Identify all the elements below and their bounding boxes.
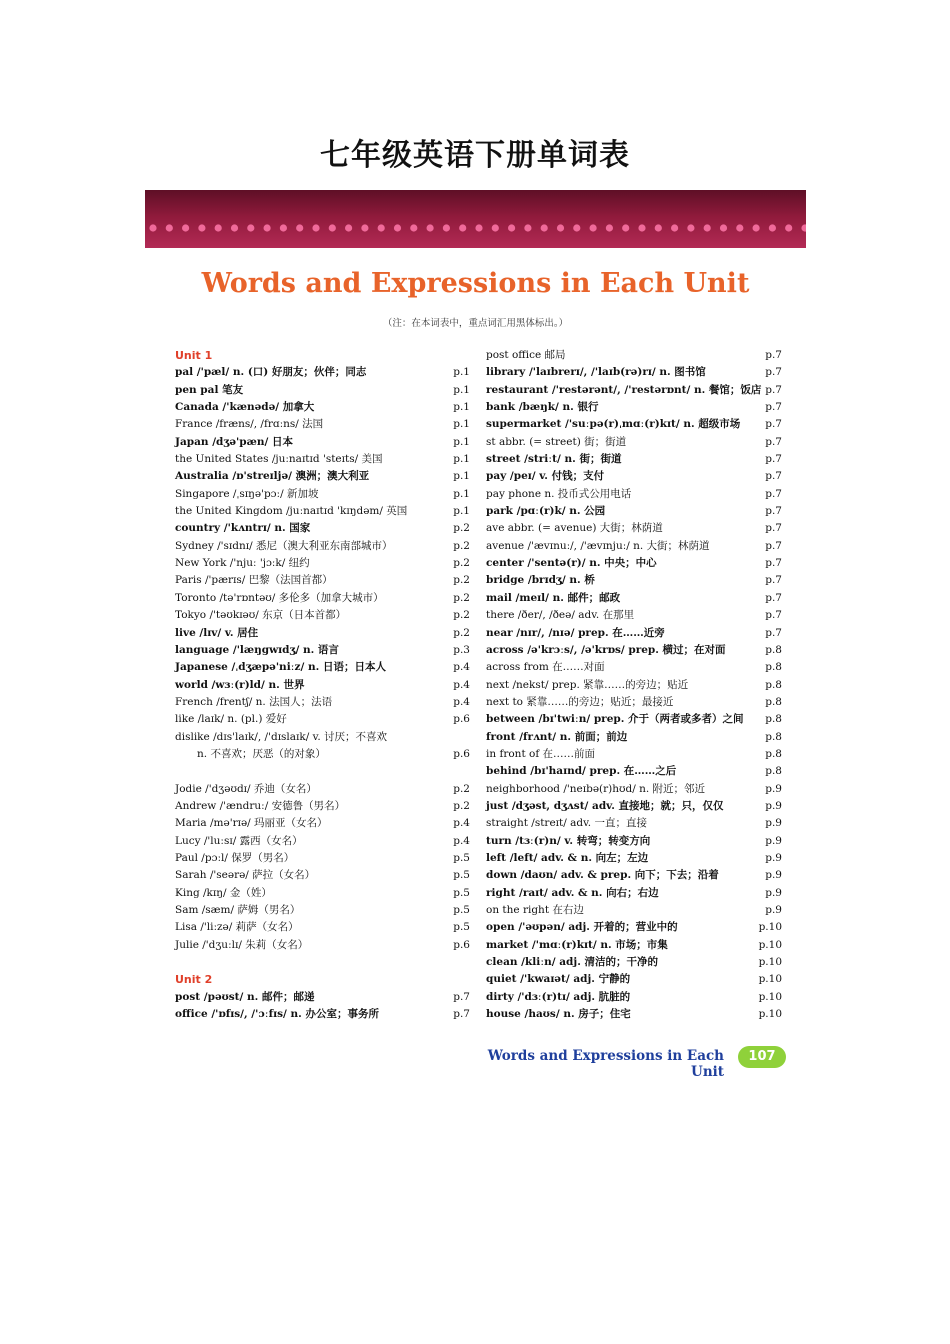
page-reference: p.7 xyxy=(765,539,782,552)
word-text: office /'ɒfɪs/, /'ɔːfɪs/ n. 办公室；事务所 xyxy=(175,1008,379,1021)
banner-dot xyxy=(247,224,254,231)
banner-dot xyxy=(508,224,515,231)
word-entry xyxy=(486,659,782,676)
banner-dot xyxy=(312,224,319,231)
word-text: clean /kliːn/ adj. 清洁的；干净的 xyxy=(486,956,658,969)
word-entry xyxy=(175,815,470,832)
word-text: Andrew /'ændruː/ 安德鲁（男名） xyxy=(175,799,346,812)
unit-label: Unit 1 xyxy=(175,349,213,362)
word-entry xyxy=(486,503,782,520)
word-text: Lucy /'luːsɪ/ 露西（女名） xyxy=(175,834,303,847)
page-reference: p.4 xyxy=(453,834,470,847)
word-text: Singapore /ˌsɪŋə'pɔː/ 新加坡 xyxy=(175,487,319,500)
word-entry xyxy=(175,590,470,607)
word-entry xyxy=(175,1006,470,1023)
page-reference: p.8 xyxy=(765,678,782,691)
banner-dot xyxy=(329,224,336,231)
word-text: Sarah /'seərə/ 萨拉（女名） xyxy=(175,869,316,882)
word-entry xyxy=(175,451,470,468)
page-reference: p.7 xyxy=(765,626,782,639)
word-text: street /striːt/ n. 街；街道 xyxy=(486,453,622,466)
page-reference: p.5 xyxy=(453,904,470,916)
page-reference: p.1 xyxy=(453,418,470,431)
page-reference: p.2 xyxy=(453,539,470,552)
word-entry xyxy=(175,607,470,624)
page-reference: p.10 xyxy=(758,938,782,951)
page-reference: p.10 xyxy=(758,956,782,969)
word-text: st abbr. (= street) 街；街道 xyxy=(486,435,627,448)
word-entry xyxy=(486,416,782,433)
page-reference: p.7 xyxy=(765,401,782,414)
word-entry xyxy=(486,555,782,572)
word-entry xyxy=(175,625,470,642)
footer-title: Words and Expressions in Each Unit xyxy=(487,1048,724,1080)
page-reference: p.7 xyxy=(765,505,782,518)
word-text: across /ə'krɔːs/, /ə'krɒs/ prep. 横过；在对面 xyxy=(486,643,726,656)
page-reference: p.7 xyxy=(765,435,782,448)
page-reference: p.6 xyxy=(453,713,470,726)
word-entry xyxy=(175,885,470,902)
word-text: mail /meɪl/ n. 邮件；邮政 xyxy=(486,591,621,604)
word-text: pal /'pæl/ n. (口) 好朋友；伙伴；同志 xyxy=(175,366,367,379)
page-reference: p.5 xyxy=(453,886,470,899)
word-text: France /fræns/, /frɑːns/ 法国 xyxy=(175,418,324,431)
page-reference: p.7 xyxy=(765,383,782,396)
word-entry xyxy=(486,1006,782,1023)
page-reference: p.1 xyxy=(453,383,470,396)
word-text: Maria /mə'rɪə/ 玛丽亚（女名） xyxy=(175,817,328,830)
word-entry xyxy=(175,919,470,936)
word-text: left /left/ adv. & n. 向左；左边 xyxy=(486,851,649,864)
page-reference: p.8 xyxy=(765,730,782,743)
word-entry xyxy=(175,468,470,485)
word-entry xyxy=(175,937,470,954)
word-entry xyxy=(175,486,470,503)
section-title: Words and Expressions in Each Unit xyxy=(201,268,750,299)
word-text: world /wɜː(r)ld/ n. 世界 xyxy=(175,678,305,691)
word-text: country /'kʌntrɪ/ n. 国家 xyxy=(175,522,311,535)
word-entry xyxy=(175,867,470,884)
page-reference: p.9 xyxy=(765,817,782,830)
page-reference: p.9 xyxy=(765,799,782,812)
word-entry xyxy=(175,746,470,763)
word-text: supermarket /'suːpə(r)ˌmɑː(r)kɪt/ n. 超级市场 xyxy=(486,418,741,431)
banner-dot xyxy=(606,224,613,231)
word-text: between /bɪ'twiːn/ prep. 介于（两者或多者）之间 xyxy=(486,713,744,726)
word-text: like /laɪk/ n. (pl.) 爱好 xyxy=(175,713,287,726)
page-reference: p.9 xyxy=(765,834,782,847)
page-reference: p.7 xyxy=(765,609,782,622)
word-entry xyxy=(486,781,782,798)
word-entry xyxy=(486,538,782,555)
word-text: on the right 在右边 xyxy=(486,904,584,916)
banner-dot xyxy=(345,224,352,231)
page-reference: p.9 xyxy=(765,904,782,916)
banner-dot xyxy=(264,224,271,231)
word-entry xyxy=(486,798,782,815)
banner-dot xyxy=(622,224,629,231)
word-entry xyxy=(175,503,470,520)
word-text: Paul /pɔːl/ 保罗（男名） xyxy=(175,851,295,864)
word-text: pay phone n. 投币式公用电话 xyxy=(486,487,632,500)
word-text: next /nekst/ prep. 紧靠……的旁边；贴近 xyxy=(486,678,689,691)
page-reference: p.7 xyxy=(765,557,782,570)
word-entry xyxy=(486,520,782,537)
word-text: house /haʊs/ n. 房子；住宅 xyxy=(486,1008,631,1021)
word-entry xyxy=(175,781,470,798)
page-reference: p.2 xyxy=(453,591,470,604)
word-entry xyxy=(175,833,470,850)
word-text: post office 邮局 xyxy=(486,349,566,361)
word-text: live /lɪv/ v. 居住 xyxy=(175,626,259,639)
page-reference: p.2 xyxy=(453,782,470,795)
banner-dot xyxy=(687,224,694,231)
left-word-column xyxy=(175,347,470,1023)
word-entry xyxy=(486,815,782,832)
word-text: Canada /'kænədə/ 加拿大 xyxy=(175,401,315,414)
page-reference: p.6 xyxy=(453,938,470,951)
banner-dot xyxy=(198,224,205,231)
word-entry xyxy=(486,885,782,902)
page-reference: p.1 xyxy=(453,453,470,466)
word-entry xyxy=(175,902,470,919)
word-entry xyxy=(486,572,782,589)
unit-heading xyxy=(175,971,470,988)
banner-dot xyxy=(524,224,531,231)
word-text: French /frentʃ/ n. 法国人；法语 xyxy=(175,695,333,708)
word-entry xyxy=(486,347,782,364)
page-reference: p.4 xyxy=(453,817,470,830)
banner-dot xyxy=(296,224,303,231)
word-entry xyxy=(486,625,782,642)
spacer xyxy=(175,954,470,971)
word-entry xyxy=(486,364,782,381)
banner-dot xyxy=(443,224,450,231)
banner-dot xyxy=(410,224,417,231)
banner-dot xyxy=(801,224,806,231)
word-entry xyxy=(486,590,782,607)
word-text: Australia /ɒ'streɪljə/ 澳洲；澳大利亚 xyxy=(175,470,370,483)
page-reference: p.8 xyxy=(765,643,782,656)
word-text: the United Kingdom /juːnaɪtɪd 'kɪŋdəm/ 英国 xyxy=(175,505,408,518)
word-entry xyxy=(486,607,782,624)
word-text: pen pal 笔友 xyxy=(175,383,244,396)
word-entry xyxy=(175,364,470,381)
banner-dot xyxy=(166,224,173,231)
word-text: there /ðer/, /ðeə/ adv. 在那里 xyxy=(486,609,635,622)
banner-dots xyxy=(145,190,806,248)
word-text: front /frʌnt/ n. 前面；前边 xyxy=(486,730,628,743)
banner-dot xyxy=(149,224,156,231)
word-text: down /daʊn/ adv. & prep. 向下；下去；沿着 xyxy=(486,869,719,882)
word-text: dirty /'dɜː(r)tɪ/ adj. 肮脏的 xyxy=(486,990,631,1003)
word-entry xyxy=(486,451,782,468)
word-text: park /pɑː(r)k/ n. 公园 xyxy=(486,505,606,518)
page-reference: p.10 xyxy=(758,973,782,986)
word-entry xyxy=(175,399,470,416)
word-text: Jodie /'dʒəʊdɪ/ 乔迪（女名） xyxy=(175,782,317,795)
word-text: Japan /dʒə'pæn/ 日本 xyxy=(175,435,293,448)
page-reference: p.7 xyxy=(765,591,782,604)
page-reference: p.10 xyxy=(758,921,782,934)
word-entry xyxy=(486,486,782,503)
word-text: Paris /'pærɪs/ 巴黎（法国首都） xyxy=(175,574,333,587)
page-reference: p.7 xyxy=(765,487,782,500)
word-entry xyxy=(175,434,470,451)
banner-dot xyxy=(785,224,792,231)
word-entry xyxy=(486,989,782,1006)
word-text: Sydney /'sɪdnɪ/ 悉尼（澳大利亚东南部城市） xyxy=(175,539,393,552)
word-text: language /'læŋgwɪdʒ/ n. 语言 xyxy=(175,643,339,656)
word-entry xyxy=(175,416,470,433)
word-text: just /dʒəst, dʒʌst/ adv. 直接地；就；只，仅仅 xyxy=(486,799,724,812)
banner-dot xyxy=(638,224,645,231)
page-reference: p.2 xyxy=(453,522,470,535)
word-text: ave abbr. (= avenue) 大街；林荫道 xyxy=(486,522,663,535)
word-text: behind /bɪ'haɪnd/ prep. 在……之后 xyxy=(486,765,677,778)
word-text: bridge /brɪdʒ/ n. 桥 xyxy=(486,574,595,587)
page-reference: p.2 xyxy=(453,609,470,622)
word-text: dislike /dɪs'laɪk/, /'dɪslaɪk/ v. 讨厌；不喜欢 xyxy=(175,730,388,743)
banner-dot xyxy=(378,224,385,231)
word-text: Julie /'dʒuːlɪ/ 朱莉（女名） xyxy=(175,938,309,951)
page-reference: p.1 xyxy=(453,487,470,500)
page-reference: p.7 xyxy=(765,574,782,587)
page-reference: p.1 xyxy=(453,435,470,448)
page-reference: p.4 xyxy=(453,661,470,674)
word-text: New York /'njuː 'jɔːk/ 纽约 xyxy=(175,557,310,570)
word-text: in front of 在……前面 xyxy=(486,747,596,760)
page-reference: p.2 xyxy=(453,574,470,587)
word-entry xyxy=(175,520,470,537)
page-reference: p.8 xyxy=(765,713,782,726)
page-reference: p.8 xyxy=(765,695,782,708)
word-text: near /nɪr/, /nɪə/ prep. 在……近旁 xyxy=(486,626,665,639)
banner-dot xyxy=(720,224,727,231)
word-entry xyxy=(175,382,470,399)
word-entry xyxy=(486,399,782,416)
banner-dot xyxy=(671,224,678,231)
banner-dot xyxy=(541,224,548,231)
decorative-banner xyxy=(145,190,806,248)
word-entry xyxy=(175,798,470,815)
word-text: market /'mɑː(r)kɪt/ n. 市场；市集 xyxy=(486,938,668,951)
banner-dot xyxy=(475,224,482,231)
word-entry xyxy=(486,850,782,867)
word-text: Lisa /'liːzə/ 莉萨（女名） xyxy=(175,921,299,934)
banner-dot xyxy=(280,224,287,231)
word-text: King /kɪŋ/ 金（姓） xyxy=(175,886,272,899)
word-entry xyxy=(486,468,782,485)
page-reference: p.9 xyxy=(765,851,782,864)
word-entry xyxy=(175,538,470,555)
page-reference: p.7 xyxy=(765,470,782,483)
page-reference: p.1 xyxy=(453,366,470,379)
word-entry xyxy=(486,642,782,659)
banner-dot xyxy=(182,224,189,231)
banner-dot xyxy=(492,224,499,231)
word-text: library /'laɪbrerɪ/, /'laɪb(rə)rɪ/ n. 图书馆 xyxy=(486,366,706,379)
document-title: 七年级英语下册单词表 xyxy=(320,138,630,173)
word-text: pay /peɪ/ v. 付钱；支付 xyxy=(486,470,605,483)
page-reference: p.1 xyxy=(453,505,470,518)
word-entry xyxy=(486,434,782,451)
word-entry xyxy=(486,954,782,971)
banner-dot xyxy=(753,224,760,231)
word-entry xyxy=(175,850,470,867)
word-text: avenue /'ævɪnuː/, /'ævɪnjuː/ n. 大街；林荫道 xyxy=(486,539,710,552)
vocabulary-note: （注：在本词表中，重点词汇用黑体标出。） xyxy=(382,318,569,329)
banner-dot xyxy=(769,224,776,231)
word-text: Tokyo /'təʊkɪəʊ/ 东京（日本首都） xyxy=(175,609,347,622)
banner-dot xyxy=(361,224,368,231)
banner-dot xyxy=(394,224,401,231)
right-word-column xyxy=(486,347,782,1023)
word-text: center /'sentə(r)/ n. 中央；中心 xyxy=(486,557,657,570)
spacer xyxy=(175,763,470,780)
word-text: post /pəʊst/ n. 邮件；邮递 xyxy=(175,990,315,1003)
word-entry xyxy=(175,642,470,659)
page-reference: p.9 xyxy=(765,869,782,882)
banner-dot xyxy=(231,224,238,231)
page-reference: p.7 xyxy=(765,349,782,361)
banner-dot xyxy=(427,224,434,231)
word-entry xyxy=(486,867,782,884)
word-entry xyxy=(175,555,470,572)
word-entry xyxy=(486,677,782,694)
word-entry xyxy=(175,572,470,589)
unit-label: Unit 2 xyxy=(175,973,213,987)
word-entry xyxy=(175,694,470,711)
page-reference: p.5 xyxy=(453,921,470,934)
page-reference: p.4 xyxy=(453,695,470,708)
word-text: Japanese /ˌdʒæpə'niːz/ n. 日语；日本人 xyxy=(175,661,386,674)
word-entry xyxy=(486,937,782,954)
word-text: right /raɪt/ adv. & n. 向右；右边 xyxy=(486,886,659,899)
word-entry xyxy=(486,729,782,746)
page-reference: p.7 xyxy=(453,1008,470,1021)
page-reference: p.1 xyxy=(453,401,470,414)
word-entry xyxy=(486,833,782,850)
banner-dot xyxy=(704,224,711,231)
word-entry xyxy=(486,694,782,711)
word-entry xyxy=(486,763,782,780)
word-entry xyxy=(486,971,782,988)
page-reference: p.8 xyxy=(765,765,782,778)
page-reference: p.7 xyxy=(765,522,782,535)
word-text: restaurant /'restərənt/, /'restərɒnt/ n. 餐馆；饭店 xyxy=(486,383,762,396)
banner-dot xyxy=(459,224,466,231)
word-entry xyxy=(486,902,782,919)
page-reference: p.2 xyxy=(453,557,470,570)
word-text: open /'əʊpən/ adj. 开着的；营业中的 xyxy=(486,921,678,934)
word-entry xyxy=(486,919,782,936)
page-reference: p.10 xyxy=(758,1008,782,1021)
word-entry xyxy=(175,659,470,676)
word-text: turn /tɜː(r)n/ v. 转弯；转变方向 xyxy=(486,834,651,847)
word-entry xyxy=(175,729,470,746)
page-reference: p.8 xyxy=(765,661,782,674)
word-text: across from 在……对面 xyxy=(486,661,605,674)
page-reference: p.5 xyxy=(453,851,470,864)
page-reference: p.10 xyxy=(758,990,782,1003)
word-entry xyxy=(175,989,470,1006)
page-reference: p.9 xyxy=(765,782,782,795)
page-reference: p.7 xyxy=(765,453,782,466)
page-reference: p.9 xyxy=(765,886,782,899)
word-entry xyxy=(486,382,782,399)
word-entry xyxy=(486,711,782,728)
page-reference: p.1 xyxy=(453,470,470,483)
word-text: next to 紧靠……的旁边；贴近；最接近 xyxy=(486,695,674,708)
page-reference: p.7 xyxy=(765,366,782,379)
page-reference: p.2 xyxy=(453,626,470,639)
page-reference: p.4 xyxy=(453,678,470,691)
word-text: straight /streɪt/ adv. 一直；直接 xyxy=(486,817,647,830)
word-entry xyxy=(175,677,470,694)
banner-dot xyxy=(557,224,564,231)
word-text: quiet /'kwaɪət/ adj. 宁静的 xyxy=(486,973,631,986)
page-reference: p.7 xyxy=(765,418,782,431)
word-text: the United States /juːnaɪtɪd 'steɪts/ 美国 xyxy=(175,453,383,466)
word-text: Toronto /tə'rɒntəʊ/ 多伦多（加拿大城市） xyxy=(175,591,384,604)
word-text: n. 不喜欢；厌恶（的对象） xyxy=(197,747,326,760)
word-entry xyxy=(486,746,782,763)
banner-dot xyxy=(655,224,662,231)
page-reference: p.2 xyxy=(453,799,470,812)
page-number-badge: 107 xyxy=(738,1046,786,1068)
banner-dot xyxy=(736,224,743,231)
banner-dot xyxy=(573,224,580,231)
banner-dot xyxy=(215,224,222,231)
page-reference: p.5 xyxy=(453,869,470,882)
page-reference: p.8 xyxy=(765,747,782,760)
word-text: bank /bæŋk/ n. 银行 xyxy=(486,401,599,414)
page-reference: p.3 xyxy=(453,643,470,656)
unit-heading xyxy=(175,347,470,364)
banner-dot xyxy=(590,224,597,231)
page-reference: p.6 xyxy=(453,747,470,760)
page-reference: p.7 xyxy=(453,990,470,1003)
word-text: Sam /sæm/ 萨姆（男名） xyxy=(175,904,301,916)
word-text: neighborhood /'neɪbə(r)hʊd/ n. 附近；邻近 xyxy=(486,782,706,795)
word-entry xyxy=(175,711,470,728)
